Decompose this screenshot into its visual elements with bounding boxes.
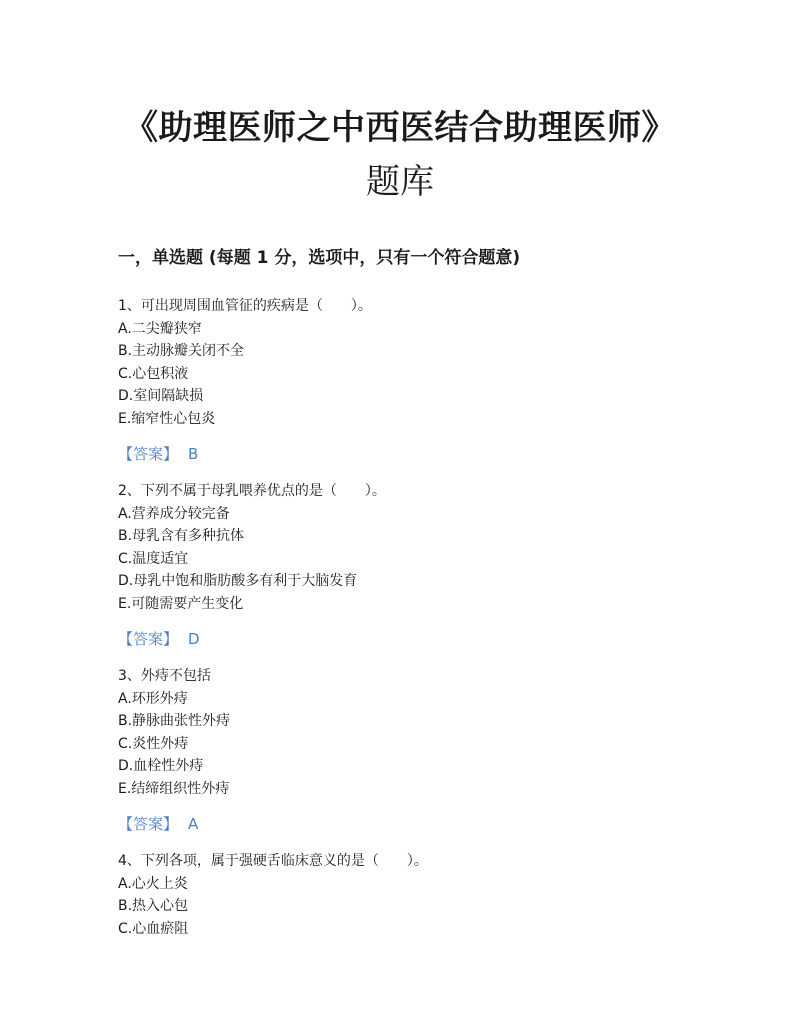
document-title-subline: 题库 (366, 162, 434, 202)
question-1-stem: 1、可出现周围血管征的疾病是（ ）。 (118, 298, 372, 314)
question-2-option-e: E.可随需要产生变化 (118, 596, 244, 612)
answer-letter: A (188, 815, 199, 833)
question-3-answer (118, 813, 198, 835)
question-1-option-b: B.主动脉瓣关闭不全 (118, 343, 245, 359)
question-1-option-e: E.缩窄性心包炎 (118, 411, 216, 427)
section-heading: 一，单选题 (每题 1 分，选项中，只有一个符合题意) (118, 248, 521, 268)
answer-label: 【答案】 (118, 815, 179, 833)
question-3-option-b: B.静脉曲张性外痔 (118, 713, 231, 729)
answer-label: 【答案】 (118, 445, 179, 463)
document-title: 《助理医师之中西医结合助理医师》 (124, 108, 676, 148)
question-2-option-d: D.母乳中饱和脂肪酸多有利于大脑发育 (118, 573, 358, 589)
question-3-option-a: A.环形外痔 (118, 691, 188, 707)
question-4-stem: 4、下列各项，属于强硬舌临床意义的是（ ）。 (118, 853, 428, 869)
question-3-option-e: E.结缔组织性外痔 (118, 781, 230, 797)
answer-label: 【答案】 (118, 630, 179, 648)
question-4-option-c: C.心血瘀阻 (118, 921, 189, 937)
question-2-option-c: C.温度适宜 (118, 551, 189, 567)
answer-letter: D (188, 630, 200, 648)
question-2-answer (118, 628, 200, 650)
question-4-option-a: A.心火上炎 (118, 876, 188, 892)
question-2-stem: 2、下列不属于母乳喂养优点的是（ ）。 (118, 483, 386, 499)
question-1-answer (118, 443, 198, 465)
question-3-stem: 3、外痔不包括 (118, 668, 211, 684)
question-2-option-a: A.营养成分较完备 (118, 506, 230, 522)
question-1-option-c: C.心包积液 (118, 366, 189, 382)
question-4-option-b: B.热入心包 (118, 898, 189, 914)
question-3-option-c: C.炎性外痔 (118, 736, 189, 752)
question-1-option-a: A.二尖瓣狭窄 (118, 321, 202, 337)
question-2-option-b: B.母乳含有多种抗体 (118, 528, 245, 544)
question-1-option-d: D.室间隔缺损 (118, 388, 204, 404)
question-3-option-d: D.血栓性外痔 (118, 758, 204, 774)
answer-letter: B (188, 445, 199, 463)
